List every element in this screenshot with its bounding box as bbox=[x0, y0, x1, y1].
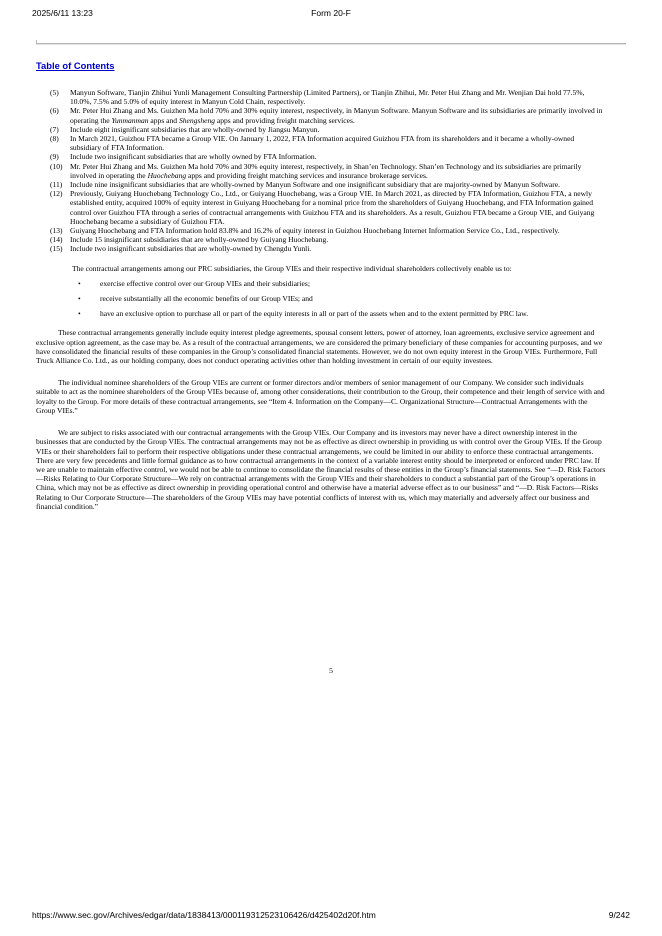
footnote-number: (7) bbox=[50, 124, 59, 134]
footnote-number: (6) bbox=[50, 106, 59, 116]
footnote-text: Guiyang Huochebang and FTA Information hold 83.8% and 16.2% of equity interest in Guizhou Huochebang Internet Information Service Co., Ltd., respectively. bbox=[70, 226, 560, 236]
footnote-13 bbox=[50, 226, 606, 235]
footnote-text-part: Mr. Peter Hui Zhang and Ms. Guizhen Ma hold 70% and 30% equity interest, respectively, in Shan’en Technology. Shan’en Technology and its subsidiaries are primarily involved in operating the bbox=[70, 161, 582, 180]
footnote-text-part: Mr. Peter Hui Zhang and Ms. Guizhen Ma hold 70% and 30% equity interest, respectively, in Manyun Software. Manyun Software and its subsidiaries are primarily involved in operating the bbox=[70, 106, 603, 125]
app-name-yunmanman: Yunmanman bbox=[111, 115, 149, 125]
footnote-9 bbox=[50, 152, 606, 161]
app-name-shengsheng: Shengsheng bbox=[178, 115, 215, 125]
footnote-number: (8) bbox=[50, 134, 59, 144]
footnote-text-part: apps and providing freight matching services. bbox=[215, 115, 355, 125]
benefit-list bbox=[50, 279, 606, 319]
footnote-number: (12) bbox=[50, 189, 63, 199]
footnote-text: Include 15 insignificant subsidiaries that are wholly-owned by Guiyang Huochebang. bbox=[70, 235, 329, 245]
footnote-5 bbox=[50, 88, 606, 106]
footnote-12 bbox=[50, 189, 606, 226]
paragraph-risks: We are subject to risks associated with our contractual arrangements with the Group VIEs. Our Company and its investors may never have a direct ownership interest in the businesses that are conducted by the Group VIEs. The contractual arrangements may not be as effective as direct ownership in providing us with control over the Group VIEs. If the Group VIEs or their shareholders fail to perform their respective obligations under these contractual arrangements, we could be limited in our ability to enforce these contractual arrangements. There are very few precedents and little formal guidance as to how contractual arrangements in the context of a variable interest entity should be interpreted or enforced under PRC law. If we are unable to maintain effective control, we would not be able to continue to consolidate the financial results of these entities in the Group’s financial statements. See “—D. Risk Factors—Risks Relating to Our Corporate Structure—We rely on contractual arrangements with the Group VIEs and their shareholders to conduct a substantial part of the Group’s operations in China, which may not be as effective as direct ownership in providing operational control and otherwise have a material adverse effect as to our business” and “—D. Risk Factors—Risks Relating to Our Corporate Structure—The shareholders of the Group VIEs may have potential conflicts of interest with us, which may materially and adversely affect our business and financial condition.” bbox=[36, 428, 606, 511]
footnote-text bbox=[70, 162, 606, 180]
paragraph-nominee-shareholders: The individual nominee shareholders of the Group VIEs are current or former directors and/or members of senior management of our Company. We consider such individuals suitable to act as the nominee shareholders of the Group VIEs because of, among other considerations, their contribution to the Group, their competence and their length of service with and loyalty to the Group. For more details of these contractual arrangements, see “Item 4. Information on the Company—C. Organizational Structure—Contractual Arrangements with the Group VIEs.” bbox=[36, 378, 605, 415]
app-name-huochebang: Huochebang bbox=[147, 170, 187, 180]
page-number: 5 bbox=[329, 666, 333, 675]
footnote-text: Include two insignificant subsidiaries that are wholly-owned by Chengdu Yunli. bbox=[70, 244, 312, 254]
list-item bbox=[50, 279, 606, 288]
footnote-number: (15) bbox=[50, 244, 63, 254]
footnote-number: (11) bbox=[50, 180, 63, 190]
footnote-number: (10) bbox=[50, 161, 63, 171]
list-item bbox=[50, 309, 606, 318]
paragraph-contractual-arrangements: These contractual arrangements generally include equity interest pledge agreements, spousal consent letters, power of attorney, loan agreements, exclusive service agreement and exclusive option agreement, as the case may be. As a result of the contractual arrangements, we are considered the primary beneficiary of these companies for accounting purposes, and we have consolidated the financial results of these companies in the Group’s consolidated financial statements. However, we do not own equity interest in the Group VIEs. Furthermore, Full Truck Alliance Co. Ltd., as our holding company, does not conduct operating activities other than holding investment in certain of our equity investees. bbox=[36, 328, 603, 366]
footnote-6 bbox=[50, 106, 606, 124]
intro-paragraph: The contractual arrangements among our PRC subsidiaries, the Group VIEs and their respective individual shareholders collectively enable us to: bbox=[72, 263, 512, 273]
footnote-text bbox=[70, 106, 606, 124]
footnote-text: In March 2021, Guizhou FTA became a Group VIE. On January 1, 2022, FTA Information acquired Guizhou FTA from its shareholders and it became a wholly-owned subsidiary of FTA Information. bbox=[70, 134, 575, 153]
footnote-text: Include eight insignificant subsidiaries that are wholly-owned by Jiangsu Manyun. bbox=[70, 124, 320, 134]
footnote-number: (13) bbox=[50, 226, 63, 236]
header-timestamp: 2025/6/11 13:23 bbox=[32, 8, 93, 18]
header-form-title: Form 20-F bbox=[311, 8, 351, 18]
footnote-8 bbox=[50, 134, 606, 152]
table-of-contents-link[interactable]: Table of Contents bbox=[36, 60, 115, 71]
footnote-number: (5) bbox=[50, 88, 59, 97]
footnote-10 bbox=[50, 162, 606, 180]
footnote-7 bbox=[50, 125, 606, 134]
footnote-number: (9) bbox=[50, 152, 59, 162]
footnote-text: Include two insignificant subsidiaries that are wholly owned by FTA Information. bbox=[70, 152, 317, 162]
footnote-text-part: apps and bbox=[148, 115, 179, 125]
footnote-text: Previously, Guiyang Huochebang Technology Co., Ltd., or Guiyang Huochebang, was a Group VIE. In March 2021, as directed by FTA Information, Guizhou FTA, a newly established entity, acquired 100% of equity interest in Guiyang Huochebang for a nominal price from the shareholders of Guiyang Huochebang, and FTA Information gained control over Guizhou FTA through a series of contractual arrangements with Guizhou FTA and its shareholders. As a result, Guizhou FTA became a Group VIE, and Guiyang Huochebang became a subsidiary of Guizhou FTA. bbox=[70, 189, 595, 226]
list-item bbox=[50, 294, 606, 303]
bullet-icon: • bbox=[78, 309, 81, 319]
footnote-text: Include nine insignificant subsidiaries that are wholly-owned by Manyun Software and one insignificant subsidiary that are majority-owned by Manyun Software. bbox=[70, 180, 561, 190]
document-body bbox=[36, 88, 606, 511]
footnote-15 bbox=[50, 244, 606, 253]
footer-page-count: 9/242 bbox=[608, 910, 630, 920]
bullet-icon: • bbox=[78, 278, 81, 288]
list-item-text: exercise effective control over our Group VIEs and their subsidiaries; bbox=[100, 278, 310, 288]
footnote-text-part: apps and providing freight matching services and insurance brokerage services. bbox=[186, 170, 428, 180]
footnote-number: (14) bbox=[50, 235, 63, 245]
footnote-text: Manyun Software, Tianjin Zhihui Yunli Management Consulting Partnership (Limited Partners), or Tianjin Zhihui, Mr. Peter Hui Zhang and Mr. Wenjian Dai hold 77.5%, 10.0%, 7.5% and 5.0% of equity interest in Manyun Cold Chain, respectively. bbox=[70, 88, 585, 107]
bullet-icon: • bbox=[78, 294, 81, 304]
header-divider-shadow bbox=[36, 44, 626, 45]
list-item-text: have an exclusive option to purchase all or part of the equity interests in all or part of the assets when and to the extent permitted by PRC law. bbox=[100, 309, 529, 319]
footer-url: https://www.sec.gov/Archives/edgar/data/1838413/000119312523106426/d425402d20f.htm bbox=[32, 910, 376, 920]
footnote-11 bbox=[50, 180, 606, 189]
list-item-text: receive substantially all the economic benefits of our Group VIEs; and bbox=[100, 294, 313, 304]
footnote-14 bbox=[50, 235, 606, 244]
